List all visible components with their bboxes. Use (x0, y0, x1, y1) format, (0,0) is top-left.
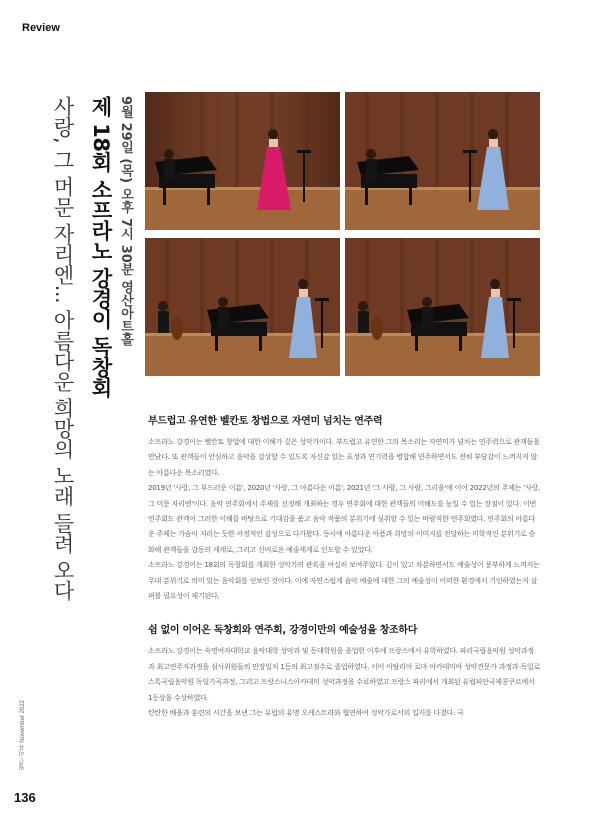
paragraph: 소프라노 강경이는 18회의 독창회를 개최한 성악가의 관록을 여실히 보여주었다. 깊이 있고 차분하면서도 예술성이 풍부하게 느껴지는 무대 분위기로 의미 있는 음악회를 선보인 것이다. 이에 자연스럽게 음악 예술에 대한 그의 예술성이 어떠한 환경에서 기인하였는지 살펴볼 필요성이 제기된다. (148, 560, 540, 601)
section-heading: 부드럽고 유연한 벨칸토 창법으로 자연미 넘치는 연주력 (148, 416, 383, 427)
section-label: Review (22, 22, 60, 34)
section-heading: 쉼 없이 이어온 독창회와 연주회, 강경이만의 예술성을 창조하다 (148, 625, 418, 637)
page-number: 136 (14, 790, 36, 805)
paragraph: 소프라노 강경이는 벨칸토 창법에 대한 이해가 깊은 성악가이다. 부드럽고 유연한 그의 목소리는 자연미가 넘치는 연주력으로 관객들을 만났다. 또 관객들이 안심하고 음악을 감상할 수 있도록 자신감 있는 표정과 연기력을 병합해 연주하면서도 전혀 부담감이 느껴지지 않는 아름다운 목소리였다. (148, 437, 540, 477)
paragraph: 소프라노 강경이는 숙명여자대학교 음악대학 성악과 및 동대학원을 졸업한 이후에 프랑스에서 유학하였다. 파리국립음악원 성악과정과 최고연주자과정을 심사위원들의 만장일치 1등의 최고점수로 졸업하였다. 이어 이탈리아 로마 아카데미아 성악전문가 과정과 독일로스톡국립음악원 독일가곡과정, 그리고 프랑스니스아카데미 성악과정을 수료하였고 프랑스 파리에서 개최된 유럽피안국제콩쿠르에서 1등상을 수상하였다. (148, 646, 540, 702)
article-subtitle: 제 18회 소프라노 강경이 독창회 (89, 96, 113, 398)
magazine-caption: 월간 리뷰 November 2022 (20, 700, 26, 771)
paragraph: 탄탄한 배움과 훈련의 시간을 보낸 그는 유럽의 유명 오케스트라와 협연하여 성악가로서의 입지를 다졌다. 국 (148, 708, 464, 718)
paragraph: 2019년 '사랑, 그 부드러운 이름', 2020년 '사랑, 그 아름다운 이름', 2021년 '그 사람, 그 사람, 그리움'에 이어 2022년의 주제는 '사랑, 그 머문 자리엔'이다. 음악 연주회에서 주제를 선정해 개최하는 경우 연주회에 대한 관객들의 이해도를 높일 수 있는 장점이 있다. 이번 연주회도 관객이 그러한 이해를 바탕으로 기대감을 품고 음악 작품의 분위기에 심취할 수 있는 바람직한 연주회였다. 연주회의 아름다운 주제는 가슴이 저리는 듯한 서정적인 감성으로 다가왔다. 동시에 아름다운 아픔과 희망의 이미지를 전달하는 미학적인 분위기로 승화해 관객들을 감동의 세계로, 그리고 신비로운 예술세계로 인도할 수 있었다. (148, 483, 540, 554)
article-body (148, 412, 540, 721)
concert-photo (345, 238, 540, 376)
concert-photo-blue-gown (345, 92, 540, 230)
event-date-line: 9월 29일 (목) 오후 7시 30분 영산아트홀 (118, 96, 133, 346)
concert-photo-pink-gown (145, 92, 340, 230)
concert-photo (145, 238, 340, 376)
concert-photo (345, 92, 540, 230)
concert-photo (145, 92, 340, 230)
concert-photo-blue-gown-cello-2 (345, 238, 540, 376)
photo-grid (145, 92, 541, 378)
article-title: 사랑, 그 머문 자리엔... 아름다운 희망의 노래 들려 오다 (51, 96, 75, 601)
concert-photo-blue-gown-cello (145, 238, 340, 376)
